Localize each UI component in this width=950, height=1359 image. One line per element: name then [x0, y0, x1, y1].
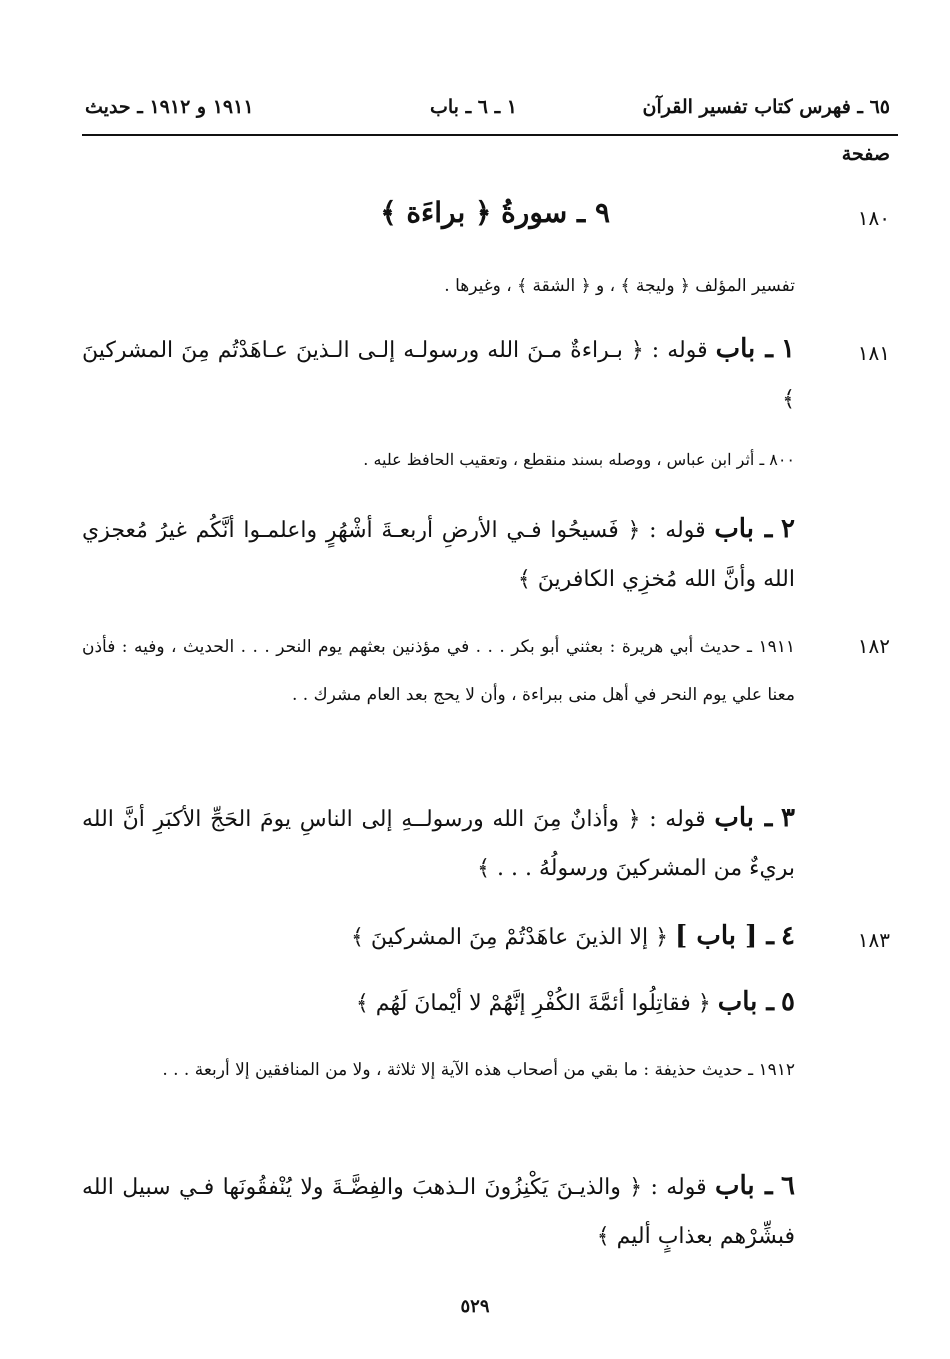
header-hadith-range: ١٩١١ و ١٩١٢ ـ حديث: [85, 96, 254, 118]
chapter-entry: [82, 794, 795, 893]
chapter-label: ـ [ باب ]: [675, 921, 775, 951]
page-ref: ١٨١: [857, 341, 890, 365]
page-ref: ١٨٠: [857, 206, 890, 230]
chapter-number: ٦: [781, 1171, 796, 1201]
chapter-entry: [82, 505, 795, 604]
chapter-label: ـ باب: [714, 514, 773, 544]
chapter-label: ـ باب: [715, 334, 773, 364]
chapter-entry: [82, 912, 795, 962]
page-ref: ١٨٣: [857, 928, 890, 952]
chapter-label: ـ باب: [715, 1171, 773, 1201]
chapter-text: قوله : ﴿ والذيـنَ يَكْنِزُونَ الـذهبَ والفِضَّـةَ ولا يُنْفقُونَها فـي سبيل الله فبشِّرْهم بعذابٍ أليم ﴾: [82, 1175, 795, 1249]
chapter-number: ٥: [781, 987, 795, 1017]
chapter-number: ٤: [781, 921, 795, 951]
surah-title: ٩ ـ سورةُ ﴿ براءَة ﴾: [380, 196, 610, 229]
chapter-number: ٢: [781, 514, 795, 544]
athar-note: ٨٠٠ ـ أثر ابن عباس ، ووصله بسند منقطع ، وتعقيب الحافظ عليه .: [363, 450, 795, 469]
header-rule: [82, 134, 898, 136]
hadith-entry: ١٩١١ ـ حديث أبي هريرة : بعثني أبو بكر . . . في مؤذنين بعثهم يوم النحر . . . الحديث ، وفيه : فأذن معنا علي يوم النحر في أهل منى ببراءة ، وأن لا يحج بعد العام مشرك . .: [82, 637, 795, 705]
surah-intro: تفسير المؤلف ﴿ وليجة ﴾ ، و ﴿ الشقة ﴾ ، وغيرها .: [444, 276, 795, 296]
chapter-entry: [82, 1162, 795, 1261]
chapter-entry: [82, 325, 795, 424]
chapter-text: قوله : ﴿ فَسيحُوا فـي الأرضِ أربعـةَ أشْهُرٍ واعلمـوا أنَّكُم غيرُ مُعجزي الله وأنَّ الله مُخزِي الكافرينَ ﴾: [82, 518, 795, 592]
page-ref: ١٨٢: [857, 634, 890, 658]
chapter-number: ١: [781, 334, 795, 364]
chapter-number: ٣: [781, 803, 795, 833]
header-section-range: ١ ـ ٦ ـ باب: [430, 96, 517, 118]
chapter-text: قوله : ﴿ بـراءةٌ مـنَ الله ورسولـه إلـى الـذينَ عـاهَدْتُم مِنَ المشركينَ ﴾: [82, 338, 795, 412]
page-column-label: صفحة: [841, 143, 890, 165]
chapter-label: ـ باب: [714, 803, 773, 833]
chapter-text: ﴿ فقاتِلُوا أئمَّةَ الكُفْرِ إنَّهُمْ لا أيْمانَ لَهُم ﴾: [355, 991, 711, 1016]
chapter-text: قوله : ﴿ وأذانٌ مِنَ الله ورسولــهِ إلى الناسِ يومَ الحَجِّ الأكبَرِ أنَّ الله بريءٌ من المشركينَ ورسولُهُ . . . ﴾: [82, 807, 795, 881]
chapter-entry: [82, 978, 795, 1028]
hadith-entry: ١٩١٢ ـ حديث حذيفة : ما بقي من أصحاب هذه الآية إلا ثلاثة ، ولا من المنافقين إلا أربعة . . .: [162, 1060, 795, 1080]
chapter-label: ـ باب: [717, 987, 775, 1017]
header-chapter-title: ٦٥ ـ فهرس كتاب تفسير القرآن: [642, 96, 890, 118]
page-number: ٥٢٩: [460, 1296, 490, 1317]
chapter-text: ﴿ إلا الذينَ عاهَدْتُمْ مِنَ المشركينَ ﴾: [350, 925, 669, 950]
